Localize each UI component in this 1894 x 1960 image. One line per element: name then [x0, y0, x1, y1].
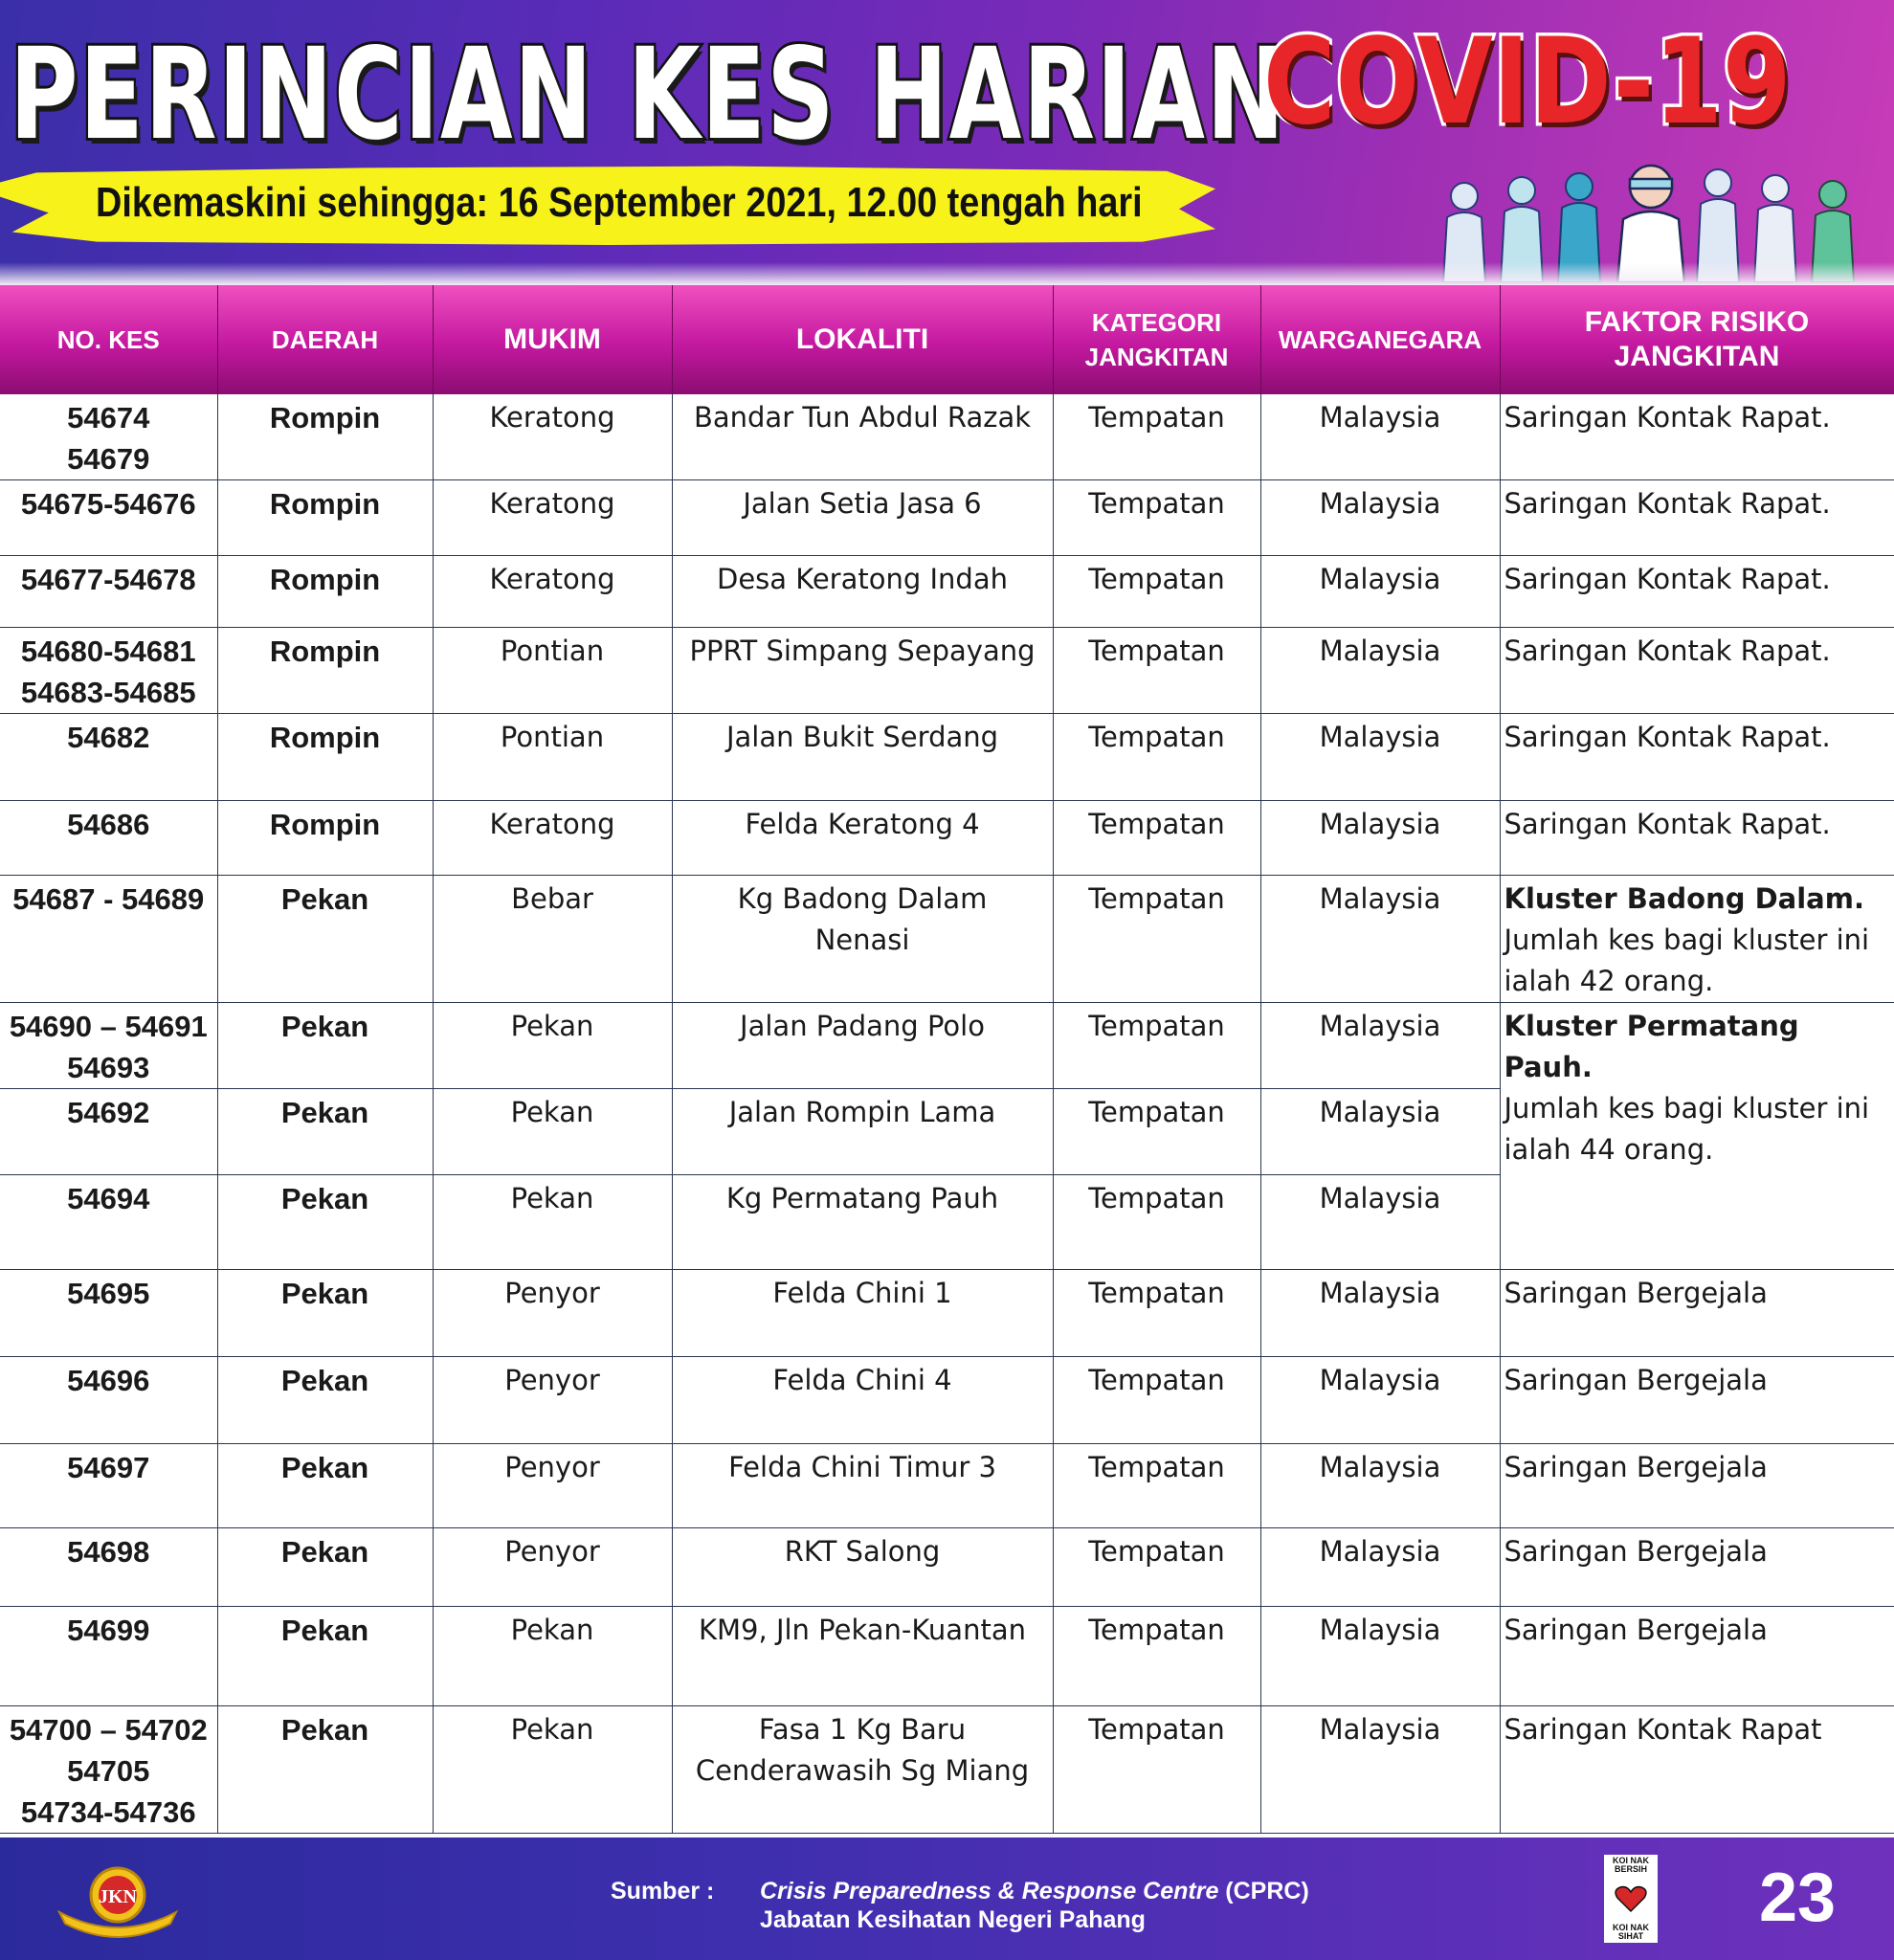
cell-daerah: Pekan: [217, 876, 433, 1003]
cell-warganegara: Malaysia: [1260, 714, 1500, 801]
cell-no-kes: 54695: [0, 1270, 217, 1357]
col-header-lokaliti: LOKALITI: [672, 285, 1053, 394]
header-banner: [0, 0, 1894, 285]
cell-lokaliti: Jalan Rompin Lama: [672, 1089, 1053, 1175]
cell-mukim: Keratong: [433, 556, 672, 628]
cell-warganegara: Malaysia: [1260, 876, 1500, 1003]
cell-lokaliti: Jalan Padang Polo: [672, 1003, 1053, 1089]
table-row: [0, 1444, 1894, 1528]
cell-mukim: Pekan: [433, 1003, 672, 1089]
worker-icon: [1501, 177, 1543, 282]
cell-daerah: Pekan: [217, 1357, 433, 1444]
cell-kategori: Tempatan: [1053, 714, 1260, 801]
table-row: [0, 1607, 1894, 1706]
worker-icon: [1754, 175, 1796, 282]
cell-no-kes: 54698: [0, 1528, 217, 1607]
worker-icon: [1812, 181, 1854, 282]
cell-no-kes: 54687 - 54689: [0, 876, 217, 1003]
worker-icon: [1443, 183, 1485, 282]
cell-daerah: Rompin: [217, 628, 433, 714]
cell-lokaliti: KM9, Jln Pekan-Kuantan: [672, 1607, 1053, 1706]
cell-warganegara: Malaysia: [1260, 1270, 1500, 1357]
cell-kategori: Tempatan: [1053, 1706, 1260, 1834]
table-header-row: [0, 285, 1894, 394]
doctor-icon: [1617, 166, 1684, 282]
cell-warganegara: Malaysia: [1260, 480, 1500, 556]
cell-mukim: Keratong: [433, 480, 672, 556]
cell-no-kes: 54700 – 54702 54705 54734-54736: [0, 1706, 217, 1834]
badge-top-text: KOI NAK BERSIH: [1613, 1856, 1649, 1874]
cell-lokaliti: Felda Keratong 4: [672, 801, 1053, 876]
table-row: [0, 628, 1894, 714]
updated-date: Dikemaskini sehingga: 16 September 2021, 12.00 tengah hari: [96, 179, 1143, 226]
cell-no-kes: 54674 54679: [0, 394, 217, 480]
koi-nak-sihat-badge: [1604, 1855, 1658, 1943]
cell-faktor-risiko: Saringan Kontak Rapat.: [1500, 556, 1894, 628]
source-label: Sumber :: [611, 1878, 715, 1904]
cell-warganegara: Malaysia: [1260, 1357, 1500, 1444]
cell-daerah: Rompin: [217, 556, 433, 628]
cell-daerah: Rompin: [217, 480, 433, 556]
source-organization: Crisis Preparedness & Response Centre (CPRC): [760, 1878, 1309, 1904]
cell-daerah: Pekan: [217, 1175, 433, 1270]
cell-faktor-risiko: Saringan Bergejala: [1500, 1607, 1894, 1706]
cell-lokaliti: Felda Chini 4: [672, 1357, 1053, 1444]
cell-no-kes: 54697: [0, 1444, 217, 1528]
cell-kategori: Tempatan: [1053, 1607, 1260, 1706]
col-header-faktor-risiko: FAKTOR RISIKO JANGKITAN: [1500, 285, 1894, 394]
cell-kategori: Tempatan: [1053, 628, 1260, 714]
cell-kategori: Tempatan: [1053, 876, 1260, 1003]
table-row: [0, 714, 1894, 801]
cell-mukim: Keratong: [433, 394, 672, 480]
cell-faktor-risiko: Saringan Bergejala: [1500, 1357, 1894, 1444]
cell-no-kes: 54694: [0, 1175, 217, 1270]
cell-kategori: Tempatan: [1053, 1270, 1260, 1357]
col-header-warganegara: WARGANEGARA: [1260, 285, 1500, 394]
footer-bar: [0, 1838, 1894, 1960]
cell-mukim: Keratong: [433, 801, 672, 876]
cell-no-kes: 54680-54681 54683-54685: [0, 628, 217, 714]
col-header-no-kes: NO. KES: [0, 285, 217, 394]
cell-warganegara: Malaysia: [1260, 1528, 1500, 1607]
cell-lokaliti: Felda Chini 1: [672, 1270, 1053, 1357]
cell-mukim: Penyor: [433, 1528, 672, 1607]
cell-daerah: Rompin: [217, 394, 433, 480]
cell-no-kes: 54699: [0, 1607, 217, 1706]
cell-lokaliti: Bandar Tun Abdul Razak: [672, 394, 1053, 480]
col-header-daerah: DAERAH: [217, 285, 433, 394]
cluster-name: Kluster Badong Dalam.: [1504, 882, 1864, 915]
table-row: [0, 556, 1894, 628]
cell-lokaliti: Kg Permatang Pauh: [672, 1175, 1053, 1270]
cell-faktor-risiko: Saringan Bergejala: [1500, 1444, 1894, 1528]
cluster-detail: Jumlah kes bagi kluster ini ialah 42 orang.: [1504, 924, 1870, 997]
cell-kategori: Tempatan: [1053, 801, 1260, 876]
cell-faktor-risiko: Saringan Kontak Rapat.: [1500, 628, 1894, 714]
cell-faktor-risiko: Saringan Kontak Rapat.: [1500, 714, 1894, 801]
source-department: Jabatan Kesihatan Negeri Pahang: [760, 1906, 1146, 1933]
cell-lokaliti: Felda Chini Timur 3: [672, 1444, 1053, 1528]
cell-warganegara: Malaysia: [1260, 1706, 1500, 1834]
cell-warganegara: Malaysia: [1260, 556, 1500, 628]
cell-daerah: Pekan: [217, 1089, 433, 1175]
page-number: 23: [1759, 1860, 1837, 1936]
cell-kategori: Tempatan: [1053, 556, 1260, 628]
cell-mukim: Penyor: [433, 1357, 672, 1444]
cell-warganegara: Malaysia: [1260, 1003, 1500, 1089]
heart-icon: [1615, 1884, 1647, 1913]
table-row: [0, 480, 1894, 556]
cell-lokaliti: Kg Badong Dalam Nenasi: [672, 876, 1053, 1003]
cell-no-kes: 54692: [0, 1089, 217, 1175]
cell-warganegara: Malaysia: [1260, 628, 1500, 714]
table-row: [0, 1706, 1894, 1834]
cell-kategori: Tempatan: [1053, 1444, 1260, 1528]
col-header-mukim: MUKIM: [433, 285, 672, 394]
page-title: PERINCIAN KES HARIAN: [10, 21, 1286, 168]
page-title-highlight: COVID-19: [1263, 13, 1792, 151]
cell-mukim: Penyor: [433, 1270, 672, 1357]
cell-warganegara: Malaysia: [1260, 1607, 1500, 1706]
cell-warganegara: Malaysia: [1260, 1175, 1500, 1270]
table-row: [0, 801, 1894, 876]
worker-icon: [1697, 169, 1739, 282]
health-workers-illustration: [1426, 158, 1885, 282]
cell-warganegara: Malaysia: [1260, 1444, 1500, 1528]
table-row: [0, 1528, 1894, 1607]
cell-mukim: Pekan: [433, 1607, 672, 1706]
cell-no-kes: 54696: [0, 1357, 217, 1444]
cell-daerah: Pekan: [217, 1706, 433, 1834]
cell-kategori: Tempatan: [1053, 1357, 1260, 1444]
cluster-detail: Jumlah kes bagi kluster ini ialah 44 orang.: [1504, 1092, 1870, 1166]
jkn-logo-icon: [56, 1857, 180, 1943]
cell-warganegara: Malaysia: [1260, 1089, 1500, 1175]
cell-faktor-risiko: [1500, 876, 1894, 1003]
cell-no-kes: 54675-54676: [0, 480, 217, 556]
cell-faktor-risiko: Saringan Kontak Rapat.: [1500, 394, 1894, 480]
cell-kategori: Tempatan: [1053, 1089, 1260, 1175]
cell-faktor-risiko: Saringan Kontak Rapat: [1500, 1706, 1894, 1834]
cell-daerah: Pekan: [217, 1607, 433, 1706]
cell-daerah: Pekan: [217, 1528, 433, 1607]
cell-no-kes: 54690 – 54691 54693: [0, 1003, 217, 1089]
cell-mukim: Penyor: [433, 1444, 672, 1528]
cell-faktor-risiko: Saringan Bergejala: [1500, 1270, 1894, 1357]
cell-mukim: Pekan: [433, 1089, 672, 1175]
jkn-logo-text: JKN: [99, 1886, 137, 1907]
cell-mukim: Pontian: [433, 714, 672, 801]
cell-faktor-risiko: [1500, 1003, 1894, 1270]
table-row: [0, 876, 1894, 1003]
cell-faktor-risiko: Saringan Kontak Rapat.: [1500, 480, 1894, 556]
cell-daerah: Pekan: [217, 1444, 433, 1528]
cell-mukim: Pekan: [433, 1706, 672, 1834]
col-header-kategori: KATEGORI JANGKITAN: [1053, 285, 1260, 394]
cell-kategori: Tempatan: [1053, 1528, 1260, 1607]
cell-mukim: Bebar: [433, 876, 672, 1003]
worker-icon: [1558, 173, 1600, 282]
cluster-name: Kluster Permatang Pauh.: [1504, 1010, 1799, 1083]
cell-lokaliti: Jalan Setia Jasa 6: [672, 480, 1053, 556]
cell-daerah: Rompin: [217, 714, 433, 801]
cell-warganegara: Malaysia: [1260, 801, 1500, 876]
cell-faktor-risiko: Saringan Kontak Rapat.: [1500, 801, 1894, 876]
cell-daerah: Pekan: [217, 1270, 433, 1357]
cell-no-kes: 54682: [0, 714, 217, 801]
cell-kategori: Tempatan: [1053, 1175, 1260, 1270]
table-row: [0, 1003, 1894, 1089]
cell-lokaliti: RKT Salong: [672, 1528, 1053, 1607]
cell-warganegara: Malaysia: [1260, 394, 1500, 480]
cell-lokaliti: Desa Keratong Indah: [672, 556, 1053, 628]
cell-no-kes: 54686: [0, 801, 217, 876]
cell-lokaliti: Fasa 1 Kg Baru Cenderawasih Sg Miang: [672, 1706, 1053, 1834]
cell-lokaliti: Jalan Bukit Serdang: [672, 714, 1053, 801]
table-row: [0, 1270, 1894, 1357]
cell-no-kes: 54677-54678: [0, 556, 217, 628]
table-row: [0, 1357, 1894, 1444]
cell-daerah: Rompin: [217, 801, 433, 876]
table-row: [0, 394, 1894, 480]
cell-kategori: Tempatan: [1053, 394, 1260, 480]
cell-faktor-risiko: Saringan Bergejala: [1500, 1528, 1894, 1607]
cases-table: [0, 285, 1894, 1834]
badge-bottom-text: KOI NAK SIHAT: [1613, 1923, 1649, 1941]
cell-mukim: Pekan: [433, 1175, 672, 1270]
cell-mukim: Pontian: [433, 628, 672, 714]
cell-daerah: Pekan: [217, 1003, 433, 1089]
cell-lokaliti: PPRT Simpang Sepayang: [672, 628, 1053, 714]
cell-kategori: Tempatan: [1053, 480, 1260, 556]
cell-kategori: Tempatan: [1053, 1003, 1260, 1089]
